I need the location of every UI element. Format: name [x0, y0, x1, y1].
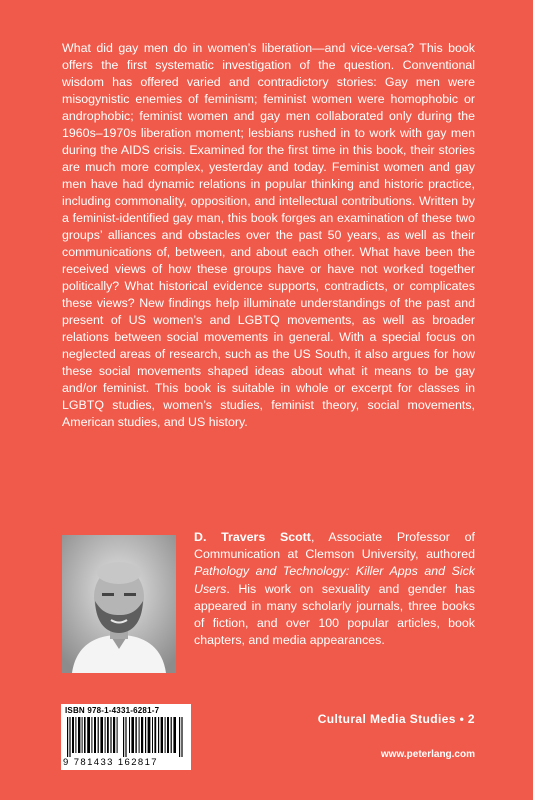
description-text: What did gay men do in women’s liberation—and vice-versa? This book offers the first systematic investigation of the question. Conventional wisdom has offered varied and contradictory stories: Gay men were misogynistic enemies of feminism; feminist women were homophobic or androphobic; feminist women and gay men collaborated only during the 1960s–1970s liberation moment; lesbians rushed in to work with gay men during the AIDS crisis. Examined for the first time in this book, their stories are much more complex, yesterday and today. Feminist women and gay men have had dynamic relations in popular thinking and historic practice, including commonality, opposition, and intellectual contributions. Written by a feminist-identified gay man, this book forges an examination of these two groups’ alliances and obstacles over the past 50 years, as well as their communications of, between, and about each other. What have been the received views of how these groups have or have not worked together politically? What historical evidence supports, contradicts, or complicates these views? New findings help illuminate understandings of the past and present of US women’s and LGBTQ movements, as well as broader relations between social movements in general. With a special focus on neglected areas of research, such as the US South, it also argues for how these social movements shaped ideas about what it means to be gay and/or feminist. This book is suitable in whole or excerpt for classes in LGBTQ studies, women’s studies, feminist theory, social movements, American studies, and US history.	[62, 41, 475, 429]
isbn-barcode	[61, 704, 191, 770]
author-bio	[194, 529, 475, 649]
publisher-website: www.peterlang.com	[380, 749, 475, 760]
author-bio-text	[194, 529, 475, 649]
series-label: Cultural Media Studies • 2	[317, 712, 475, 726]
author-bio-part1: , Associate Professor of Communication at Clemson University, authored	[194, 530, 475, 562]
barcode-digits: 9 781433 162817	[63, 757, 158, 768]
author-book-title: Pathology and Technology: Killer Apps and Sick Users	[194, 564, 475, 596]
author-name: D. Travers Scott	[194, 530, 311, 544]
author-bio-part2: . His work on sexuality and gender has appeared in many scholarly journals, three books of fiction, and over 100 popular articles, book chapters, and media appearances.	[194, 581, 475, 648]
isbn-label: ISBN 978-1-4331-6281-7	[65, 706, 160, 715]
barcode-bars	[67, 717, 185, 757]
author-photo	[62, 535, 176, 673]
book-description	[62, 40, 475, 431]
